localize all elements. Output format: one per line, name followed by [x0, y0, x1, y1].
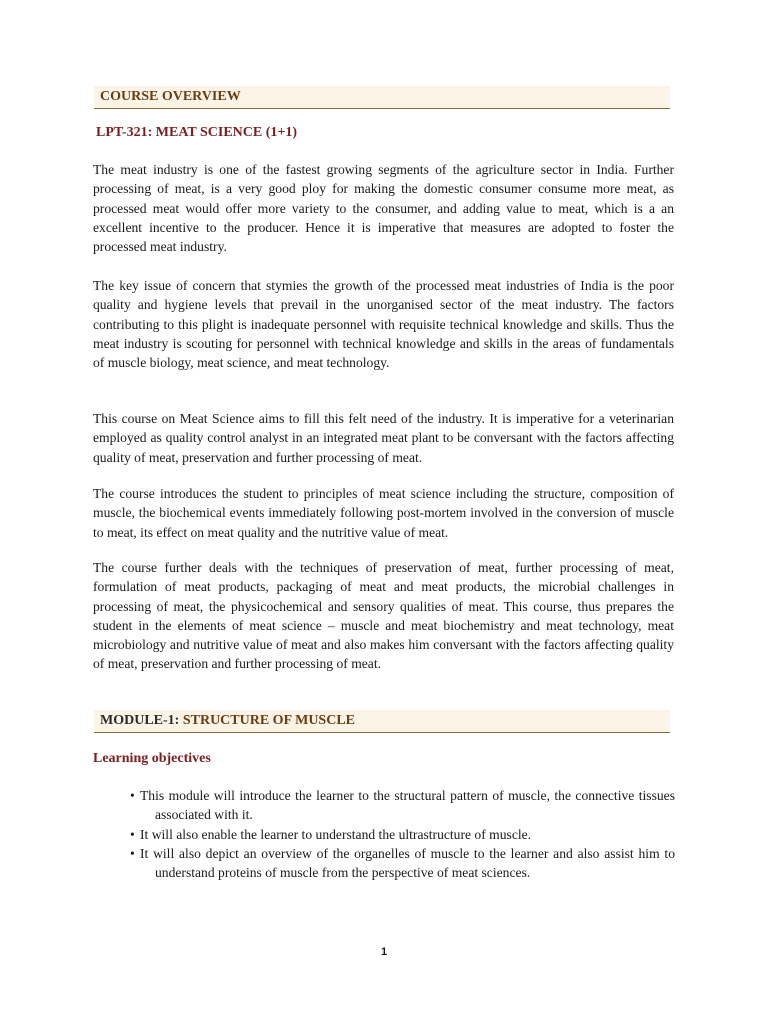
course-overview-label: COURSE OVERVIEW: [100, 89, 241, 104]
paragraph-5: The course further deals with the techniques of preservation of meat, further processing of meat, formulation of meat products, packaging of meat and meat products, the microbial challenges in processing of meat, the physicochemical and sensory qualities of meat. This course, thus prepares the student in the elements of meat science – muscle and meat biochemistry and meat technology, meat microbiology and nutritive value of meat and also makes him conversant with the factors affecting quality of meat, preservation and further processing of meat.: [93, 560, 674, 672]
paragraph-2: The key issue of concern that stymies the growth of the processed meat industries of India is the poor quality and hygiene levels that prevail in the unorganised sector of the meat industry. The factors contributing to this plight is inadequate personnel with requisite technical knowledge and skills. Thus the meat industry is scouting for personnel with technical knowledge and skills in the areas of fundamentals of muscle biology, meat science, and meat technology.: [93, 278, 674, 371]
course-title: LPT-321: MEAT SCIENCE (1+1): [96, 125, 298, 140]
module-1-prefix: MODULE-1:: [100, 713, 183, 728]
module-1-heading: [100, 711, 355, 731]
bullet-icon: •: [130, 845, 135, 861]
list-item: [130, 844, 675, 883]
learning-objectives-title: Learning objectives: [93, 751, 211, 766]
paragraph-3: This course on Meat Science aims to fill this felt need of the industry. It is imperative for a veterinarian employed as quality control analyst in an integrated meat plant to be conversant with the factors affecting quality of meat, preservation and further processing of meat.: [93, 411, 674, 465]
learning-objectives-list: [130, 786, 675, 882]
course-overview-header: [94, 86, 670, 109]
module-1-header: [94, 710, 670, 733]
list-item: [130, 786, 675, 825]
objective-text: This module will introduce the learner to the structural pattern of muscle, the connective tissues associated with it.: [140, 788, 675, 823]
bullet-icon: •: [130, 826, 135, 842]
paragraph-4: The course introduces the student to principles of meat science including the structure, composition of muscle, the biochemical events immediately following post-mortem involved in the conversion of muscle to meat, its effect on meat quality and the nutritive value of meat.: [93, 486, 674, 540]
page-number: 1: [380, 946, 388, 958]
paragraph-1: The meat industry is one of the fastest growing segments of the agriculture sector in India. Further processing of meat, is a very good ploy for making the domestic consumer consume more meat, as processed meat would offer more variety to the consumer, and adding value to meat, which is a an excellent incentive to the producer. Hence it is imperative that measures are adopted to foster the processed meat industry.: [93, 162, 674, 255]
bullet-icon: •: [130, 788, 135, 803]
objective-text: It will also depict an overview of the organelles of muscle to the learner and also assist him to understand proteins of muscle from the perspective of meat sciences.: [140, 845, 675, 881]
objective-text: It will also enable the learner to understand the ultrastructure of muscle.: [140, 826, 532, 842]
module-1-title: STRUCTURE OF MUSCLE: [182, 713, 355, 728]
list-item: [130, 825, 675, 844]
